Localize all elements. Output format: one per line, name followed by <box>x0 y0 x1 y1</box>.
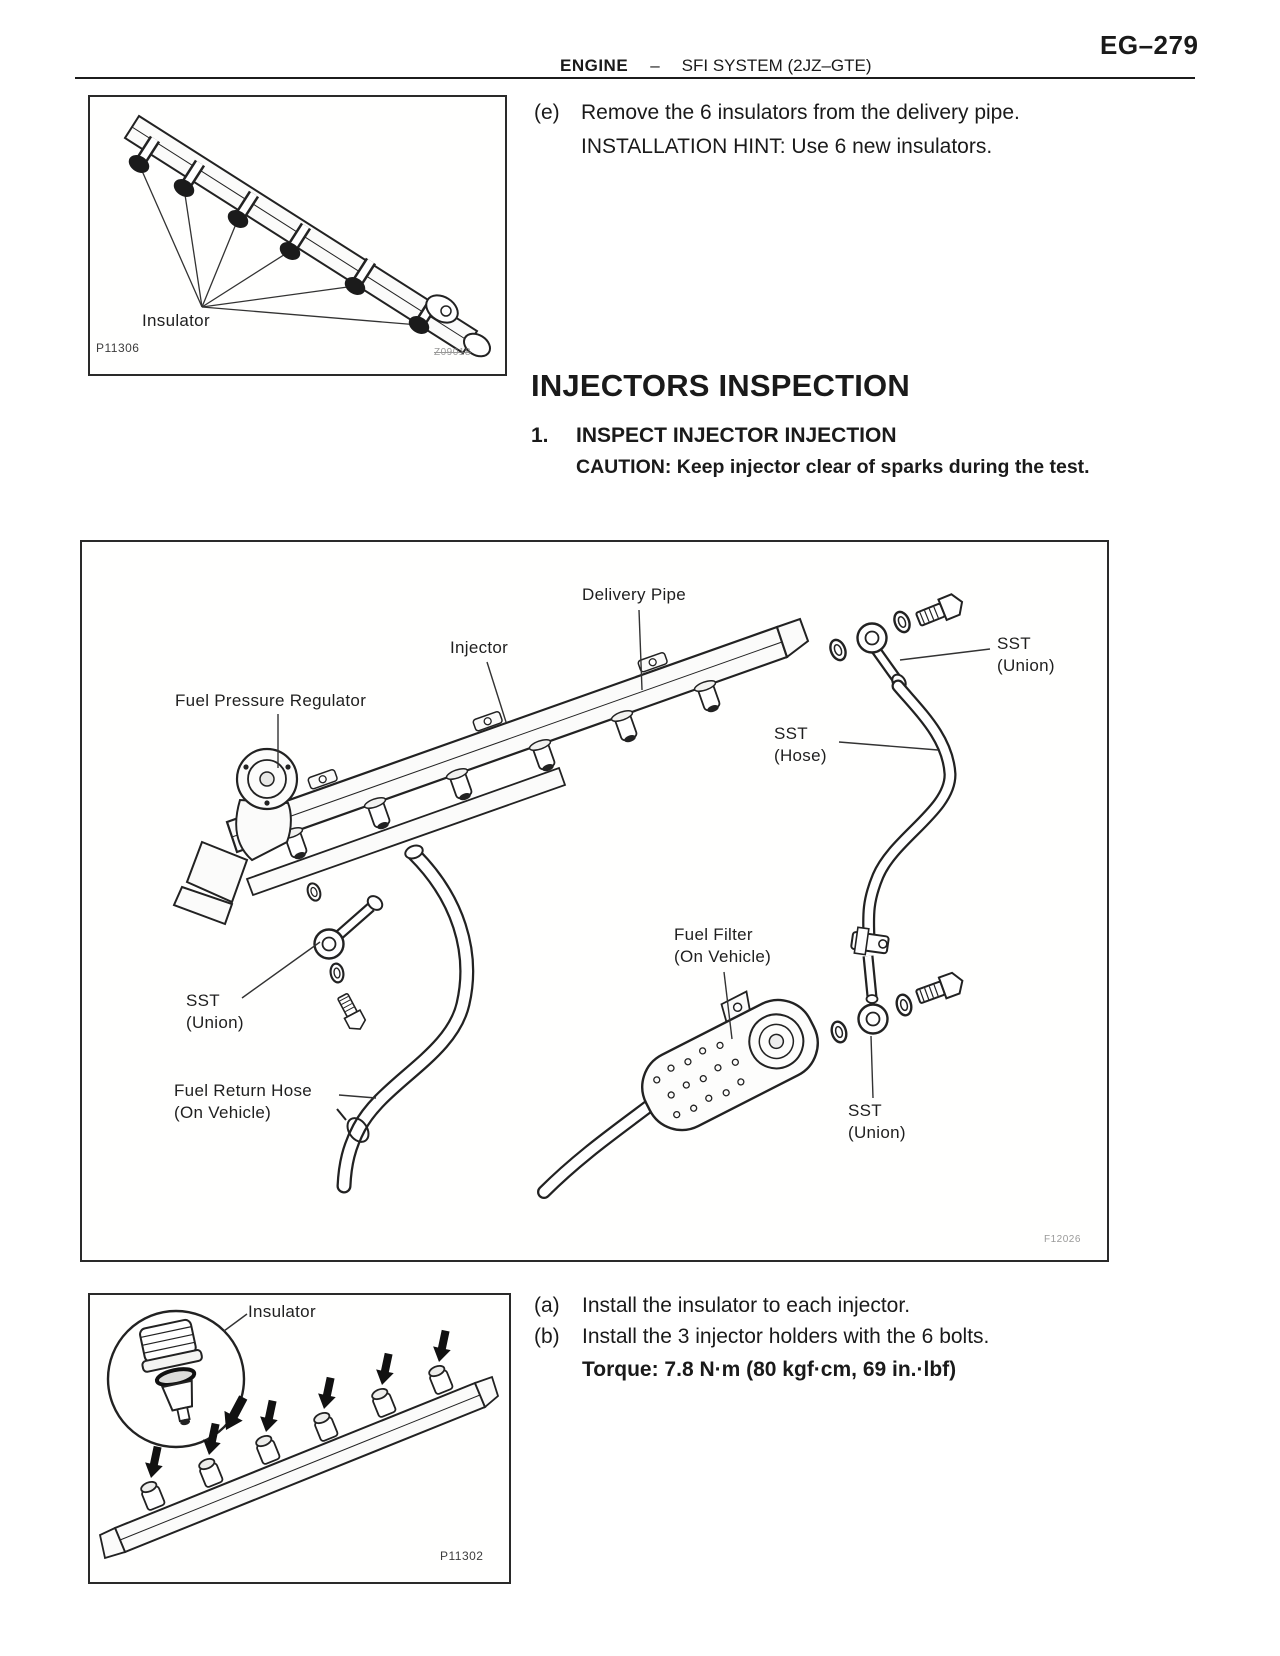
figure-insulators-removal <box>88 95 507 376</box>
figure-code-p11306: P11306 <box>96 341 140 355</box>
label-sst-union-bottom: SST (Union) <box>848 1101 906 1142</box>
label-fuel-filter: Fuel Filter (On Vehicle) <box>674 925 772 966</box>
label-fuel-pressure-regulator: Fuel Pressure Regulator <box>175 691 367 710</box>
label-insulator: Insulator <box>142 311 210 330</box>
section-title: INJECTORS INSPECTION <box>531 368 910 403</box>
step-e <box>534 96 1194 164</box>
label-sst-union-left: SST (Union) <box>186 991 244 1032</box>
figure-code-z09018: Z09018 <box>434 347 471 358</box>
step-e-hint: INSTALLATION HINT: Use 6 new insulators. <box>581 135 993 158</box>
figure-code-f12026: F12026 <box>1044 1234 1081 1245</box>
figure-code-p11302: P11302 <box>440 1549 484 1563</box>
figure-sst-setup-drawing <box>82 542 1107 1260</box>
label-delivery-pipe: Delivery Pipe <box>582 585 687 604</box>
running-header <box>560 56 872 76</box>
figure-insulator-install-drawing <box>90 1295 509 1582</box>
figure-insulators-removal-drawing <box>90 97 505 374</box>
substep-1-title: INSPECT INJECTOR INJECTION <box>576 424 897 447</box>
figure-insulator-install <box>88 1293 511 1584</box>
substep-1 <box>531 424 897 448</box>
install-steps <box>534 1290 1234 1385</box>
step-a-marker: (a) <box>534 1294 560 1317</box>
step-e-marker: (e) <box>534 101 560 124</box>
figure-sst-setup <box>80 540 1109 1262</box>
header-separator: – <box>650 56 660 75</box>
step-a-text: Install the insulator to each injector. <box>582 1294 911 1317</box>
caution-note: CAUTION: Keep injector clear of sparks during the test. <box>576 456 1090 478</box>
substep-1-number: 1. <box>531 424 549 447</box>
torque-spec: Torque: 7.8 N·m (80 kgf·cm, 69 in.·lbf) <box>582 1358 957 1381</box>
label-sst-hose: SST (Hose) <box>774 724 827 765</box>
header-rule <box>75 77 1195 79</box>
step-e-text: Remove the 6 insulators from the delivery pipe. <box>581 101 1020 124</box>
label-fuel-return-hose: Fuel Return Hose (On Vehicle) <box>174 1081 313 1122</box>
page-number: EG–279 <box>1100 30 1199 60</box>
step-b-marker: (b) <box>534 1325 560 1348</box>
label-insulator-install: Insulator <box>248 1302 316 1321</box>
header-section: ENGINE <box>560 56 629 75</box>
header-system: SFI SYSTEM (2JZ–GTE) <box>681 56 872 75</box>
label-sst-union-top: SST (Union) <box>997 634 1055 675</box>
step-b-text: Install the 3 injector holders with the 6 bolts. <box>582 1325 990 1348</box>
label-injector: Injector <box>450 638 509 657</box>
